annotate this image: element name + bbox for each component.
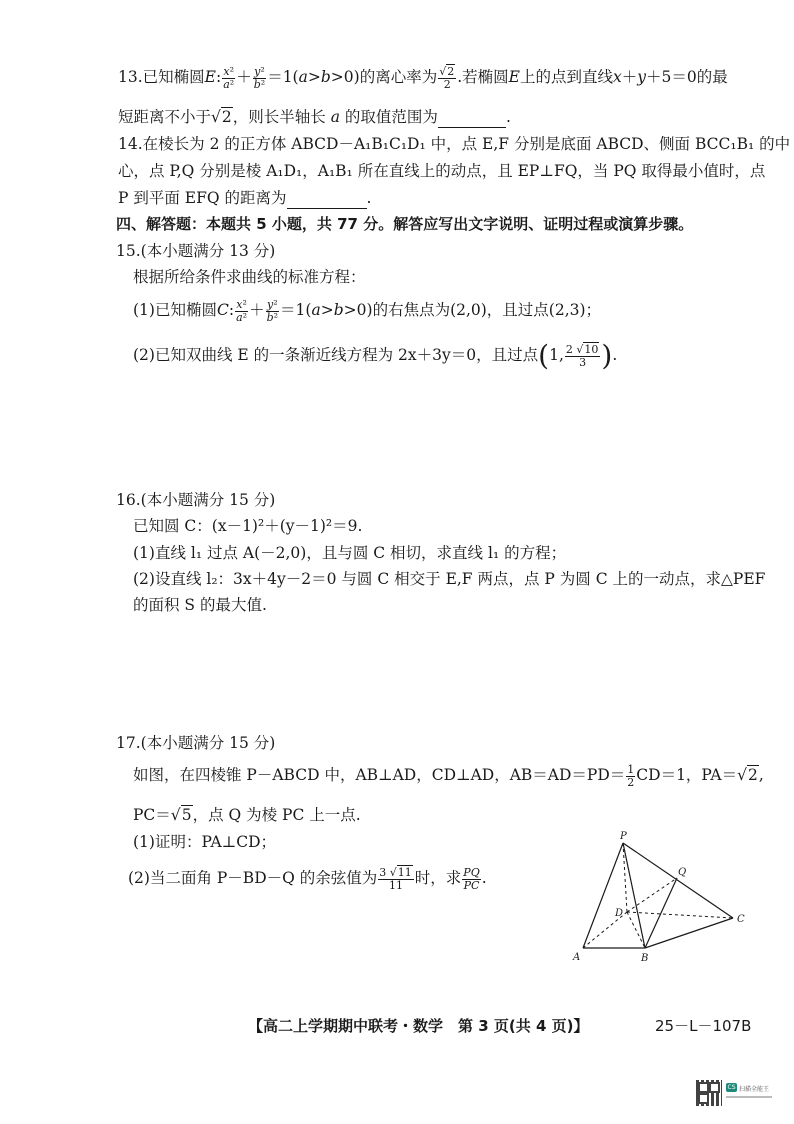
q13-text-d: 上的点到直线 bbox=[520, 68, 614, 87]
q13-text-g: ，则长半轴长 bbox=[232, 108, 326, 126]
q15-heading: 15.(本小题满分 13 分) bbox=[116, 242, 276, 260]
cs-logo-text: CS bbox=[727, 1084, 736, 1091]
q13-text-a: 13.已知椭圆 bbox=[118, 68, 205, 87]
fraction-one-half: $\frac{1}{2}$ bbox=[627, 763, 635, 789]
footer-code: 25－L－107B bbox=[655, 1017, 752, 1035]
fraction-2sqrt10-over-3: $\frac{2 √10}{3}$ bbox=[565, 342, 599, 369]
q17-part1: (1)证明：PA⊥CD； bbox=[133, 833, 277, 851]
q14-line1: 14.在棱长为 2 的正方体 ABCD－A₁B₁C₁D₁ 中，点 E,F 分别是底面 ABCD、侧面 BCC₁B₁ 的中 bbox=[118, 135, 791, 153]
fraction-sqrt2-over-2: $\frac{√2}{2}$ bbox=[439, 65, 455, 91]
q17-line1: 如图，在四棱锥 P－ABCD 中，AB⊥AD，CD⊥AD，AB＝AD＝PD＝ $\frac{1}{2}$ CD＝1，PA＝√2, bbox=[133, 763, 764, 789]
q15-intro: 根据所给条件求曲线的标准方程： bbox=[133, 268, 366, 286]
q13-text-i: . bbox=[505, 108, 511, 126]
qr-code-icon bbox=[696, 1080, 722, 1106]
edge-db bbox=[627, 912, 645, 948]
q15-p1-text-b: 的右焦点为(2,0)，且过点(2,3)； bbox=[372, 301, 602, 320]
q13-text-b: 的离心率为 bbox=[359, 68, 438, 87]
fraction-y2-b2: $\frac{\text{y²}}{\text{b²}}$ bbox=[253, 65, 266, 91]
pyramid-figure bbox=[565, 828, 760, 968]
fraction-x2-a2: $\frac{\text{x²}}{\text{a²}}$ bbox=[236, 298, 248, 324]
q13-line2: 短距离不小于√2，则长半轴长 a 的取值范围为 . bbox=[118, 108, 511, 126]
q15-p2-text-b: . bbox=[612, 346, 618, 364]
q16-intro: 已知圆 C：(x－1)²＋(y－1)²＝9. bbox=[133, 517, 363, 535]
label-c: C bbox=[737, 914, 745, 925]
q17-p2-text-a: (2)当二面角 P－BD－Q 的余弦值为 bbox=[128, 869, 378, 888]
q17-part2 bbox=[128, 867, 487, 891]
q13-answer-blank[interactable] bbox=[438, 108, 506, 128]
q17-text-b: CD＝1，PA＝ bbox=[636, 766, 738, 785]
fraction-y2-b2: $\frac{\text{y²}}{\text{b²}}$ bbox=[266, 298, 279, 324]
q17-p2-text-c: . bbox=[481, 869, 487, 888]
label-b: B bbox=[641, 953, 649, 964]
q13-text-f: 短距离不小于 bbox=[118, 108, 212, 126]
scanner-badge-text: 扫描全能王 bbox=[739, 1086, 770, 1093]
q17-heading: 17.(本小题满分 15 分) bbox=[116, 734, 276, 752]
edge-bq bbox=[645, 878, 677, 948]
footer-title: 【高二上学期期中联考・数学 第 3 页(共 4 页)】 bbox=[248, 1017, 589, 1035]
q15-part1: (1)已知椭圆C: $\frac{\text{x²}}{\text{a²}}$ ＋ $\frac{\text{y²}}{\text{b²}}$ ＝1(a>b>0)的右焦点为(2,0)，且过点(2,3)； bbox=[133, 298, 602, 324]
label-p: P bbox=[620, 831, 627, 842]
q13-line1: 13.已知椭圆E: $\frac{\text{x²}}{\text{a²}}$ ＋ $\frac{\text{y²}}{\text{b²}}$ ＝1(a>b>0)的离心率为 $\frac{√2}{2}$ .若椭圆E上的点到直线x＋y＋5＝0的最 bbox=[118, 65, 728, 91]
label-a: A bbox=[573, 952, 581, 963]
q16-part2-line2: 的面积 S 的最大值. bbox=[133, 596, 267, 614]
label-d: D bbox=[615, 908, 624, 919]
section-heading: 四、解答题：本题共 5 小题，共 77 分。解答应写出文字说明、证明过程或演算步骤。 bbox=[116, 215, 694, 233]
fraction-3sqrt11-over-11: $\frac{3 √11}{11}$ bbox=[379, 866, 412, 892]
q16-heading: 16.(本小题满分 15 分) bbox=[116, 491, 276, 509]
q14-text-b: . bbox=[366, 189, 372, 207]
scanner-badge-subline bbox=[726, 1096, 772, 1098]
q15-p1-text-a: (1)已知椭圆 bbox=[133, 301, 217, 320]
q17-line2: PC＝√5，点 Q 为棱 PC 上一点. bbox=[133, 806, 361, 824]
label-q: Q bbox=[678, 867, 687, 878]
fraction-x2-a2: $\frac{\text{x²}}{\text{a²}}$ bbox=[223, 65, 235, 91]
q15-p2-text-a: (2)已知双曲线 E 的一条渐近线方程为 2x＋3y＝0，且过点 bbox=[133, 346, 539, 364]
q17-text-c: PC＝ bbox=[133, 806, 171, 824]
q13-text-e: 的最 bbox=[696, 68, 728, 87]
q14-answer-blank[interactable] bbox=[287, 189, 367, 209]
q17-text-d: ，点 Q 为棱 PC 上一点. bbox=[192, 806, 361, 824]
edge-pb bbox=[623, 843, 645, 948]
q17-p2-text-b: 时，求 bbox=[414, 869, 462, 888]
cs-logo-icon bbox=[726, 1083, 737, 1092]
q13-text-c: .若椭圆 bbox=[457, 68, 509, 87]
q13-text-h: 的取值范围为 bbox=[344, 108, 438, 126]
q16-part2-line1: (2)设直线 l₂：3x＋4y－2＝0 与圆 C 相交于 E,F 两点，点 P 为圆 C 上的一动点，求△PEF bbox=[133, 570, 766, 588]
q14-line2: 心，点 P,Q 分别是棱 A₁D₁，A₁B₁ 所在直线上的动点，且 EP⊥FQ，当 PQ 取得最小值时，点 bbox=[118, 162, 766, 180]
fraction-pq-over-pc: $\frac{PQ}{PC}$ bbox=[463, 866, 480, 892]
edge-dc bbox=[627, 912, 733, 918]
q14-text-a: P 到平面 EFQ 的距离为 bbox=[118, 189, 287, 207]
edge-bc bbox=[645, 918, 733, 948]
q16-part1: (1)直线 l₁ 过点 A(－2,0)，且与圆 C 相切，求直线 l₁ 的方程； bbox=[133, 544, 567, 562]
q17-text-a: 如图，在四棱锥 P－ABCD 中，AB⊥AD，CD⊥AD，AB＝AD＝PD＝ bbox=[133, 766, 626, 785]
edge-pc bbox=[623, 843, 733, 918]
scanner-badge bbox=[696, 1080, 776, 1110]
q15-part2: (2)已知双曲线 E 的一条渐近线方程为 2x＋3y＝0，且过点(1, $\frac{2 √10}{3}$ ). bbox=[133, 339, 618, 372]
q14-line3 bbox=[118, 189, 371, 209]
